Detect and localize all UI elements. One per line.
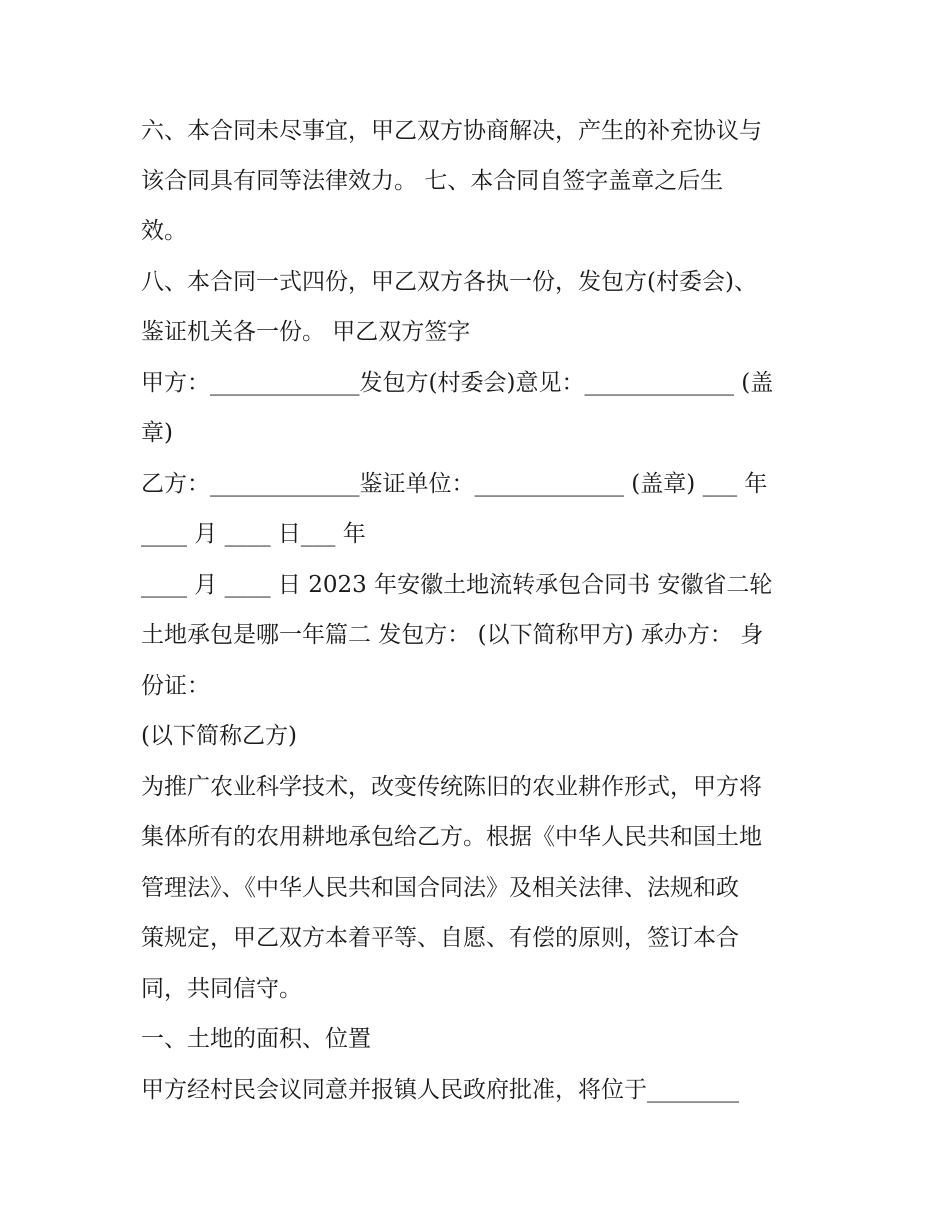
text-line: 策规定，甲乙双方本着平等、自愿、有偿的原则，签订本合 <box>141 925 739 951</box>
text-line: (以下简称乙方) <box>141 723 297 749</box>
text-line: 章) <box>141 420 173 446</box>
text-line: 八、本合同一式四份，甲乙双方各执一份，发包方(村委会)、 <box>141 269 757 295</box>
text-line: 份证： <box>141 673 210 699</box>
text-line: 同，共同信守。 <box>141 976 302 1002</box>
text-line: 甲方经村民会议同意并报镇人民政府批准，将位于________ <box>141 1077 739 1103</box>
text-line: 甲方：_____________发包方(村委会)意见：_____________ (盖 <box>141 370 774 396</box>
text-line: 效。 <box>141 218 187 244</box>
text-line: ____ 月 ____ 日___ 年 <box>141 521 366 547</box>
text-line: 鉴证机关各一份。 甲乙双方签字 <box>141 319 471 345</box>
section-heading: 一、土地的面积、位置 <box>141 1026 371 1052</box>
text-line: 乙方：_____________鉴证单位：_____________ (盖章) ___ 年 <box>141 471 768 497</box>
text-line: ____ 月 ____ 日 2023 年安徽土地流转承包合同书 安徽省二轮 <box>141 572 773 598</box>
text-line: 为推广农业科学技术，改变传统陈旧的农业耕作形式，甲方将 <box>141 774 762 800</box>
text-line: 管理法》、《中华人民共和国合同法》及相关法律、法规和政 <box>141 875 739 901</box>
text-line: 土地承包是哪一年篇二 发包方： (以下简称甲方) 承办方： 身 <box>141 622 764 648</box>
text-line: 六、本合同未尽事宜，甲乙双方协商解决，产生的补充协议与 <box>141 118 762 144</box>
text-line: 集体所有的农用耕地承包给乙方。根据《中华人民共和国土地 <box>141 824 762 850</box>
text-line: 该合同具有同等法律效力。 七、本合同自签字盖章之后生 <box>141 168 724 194</box>
